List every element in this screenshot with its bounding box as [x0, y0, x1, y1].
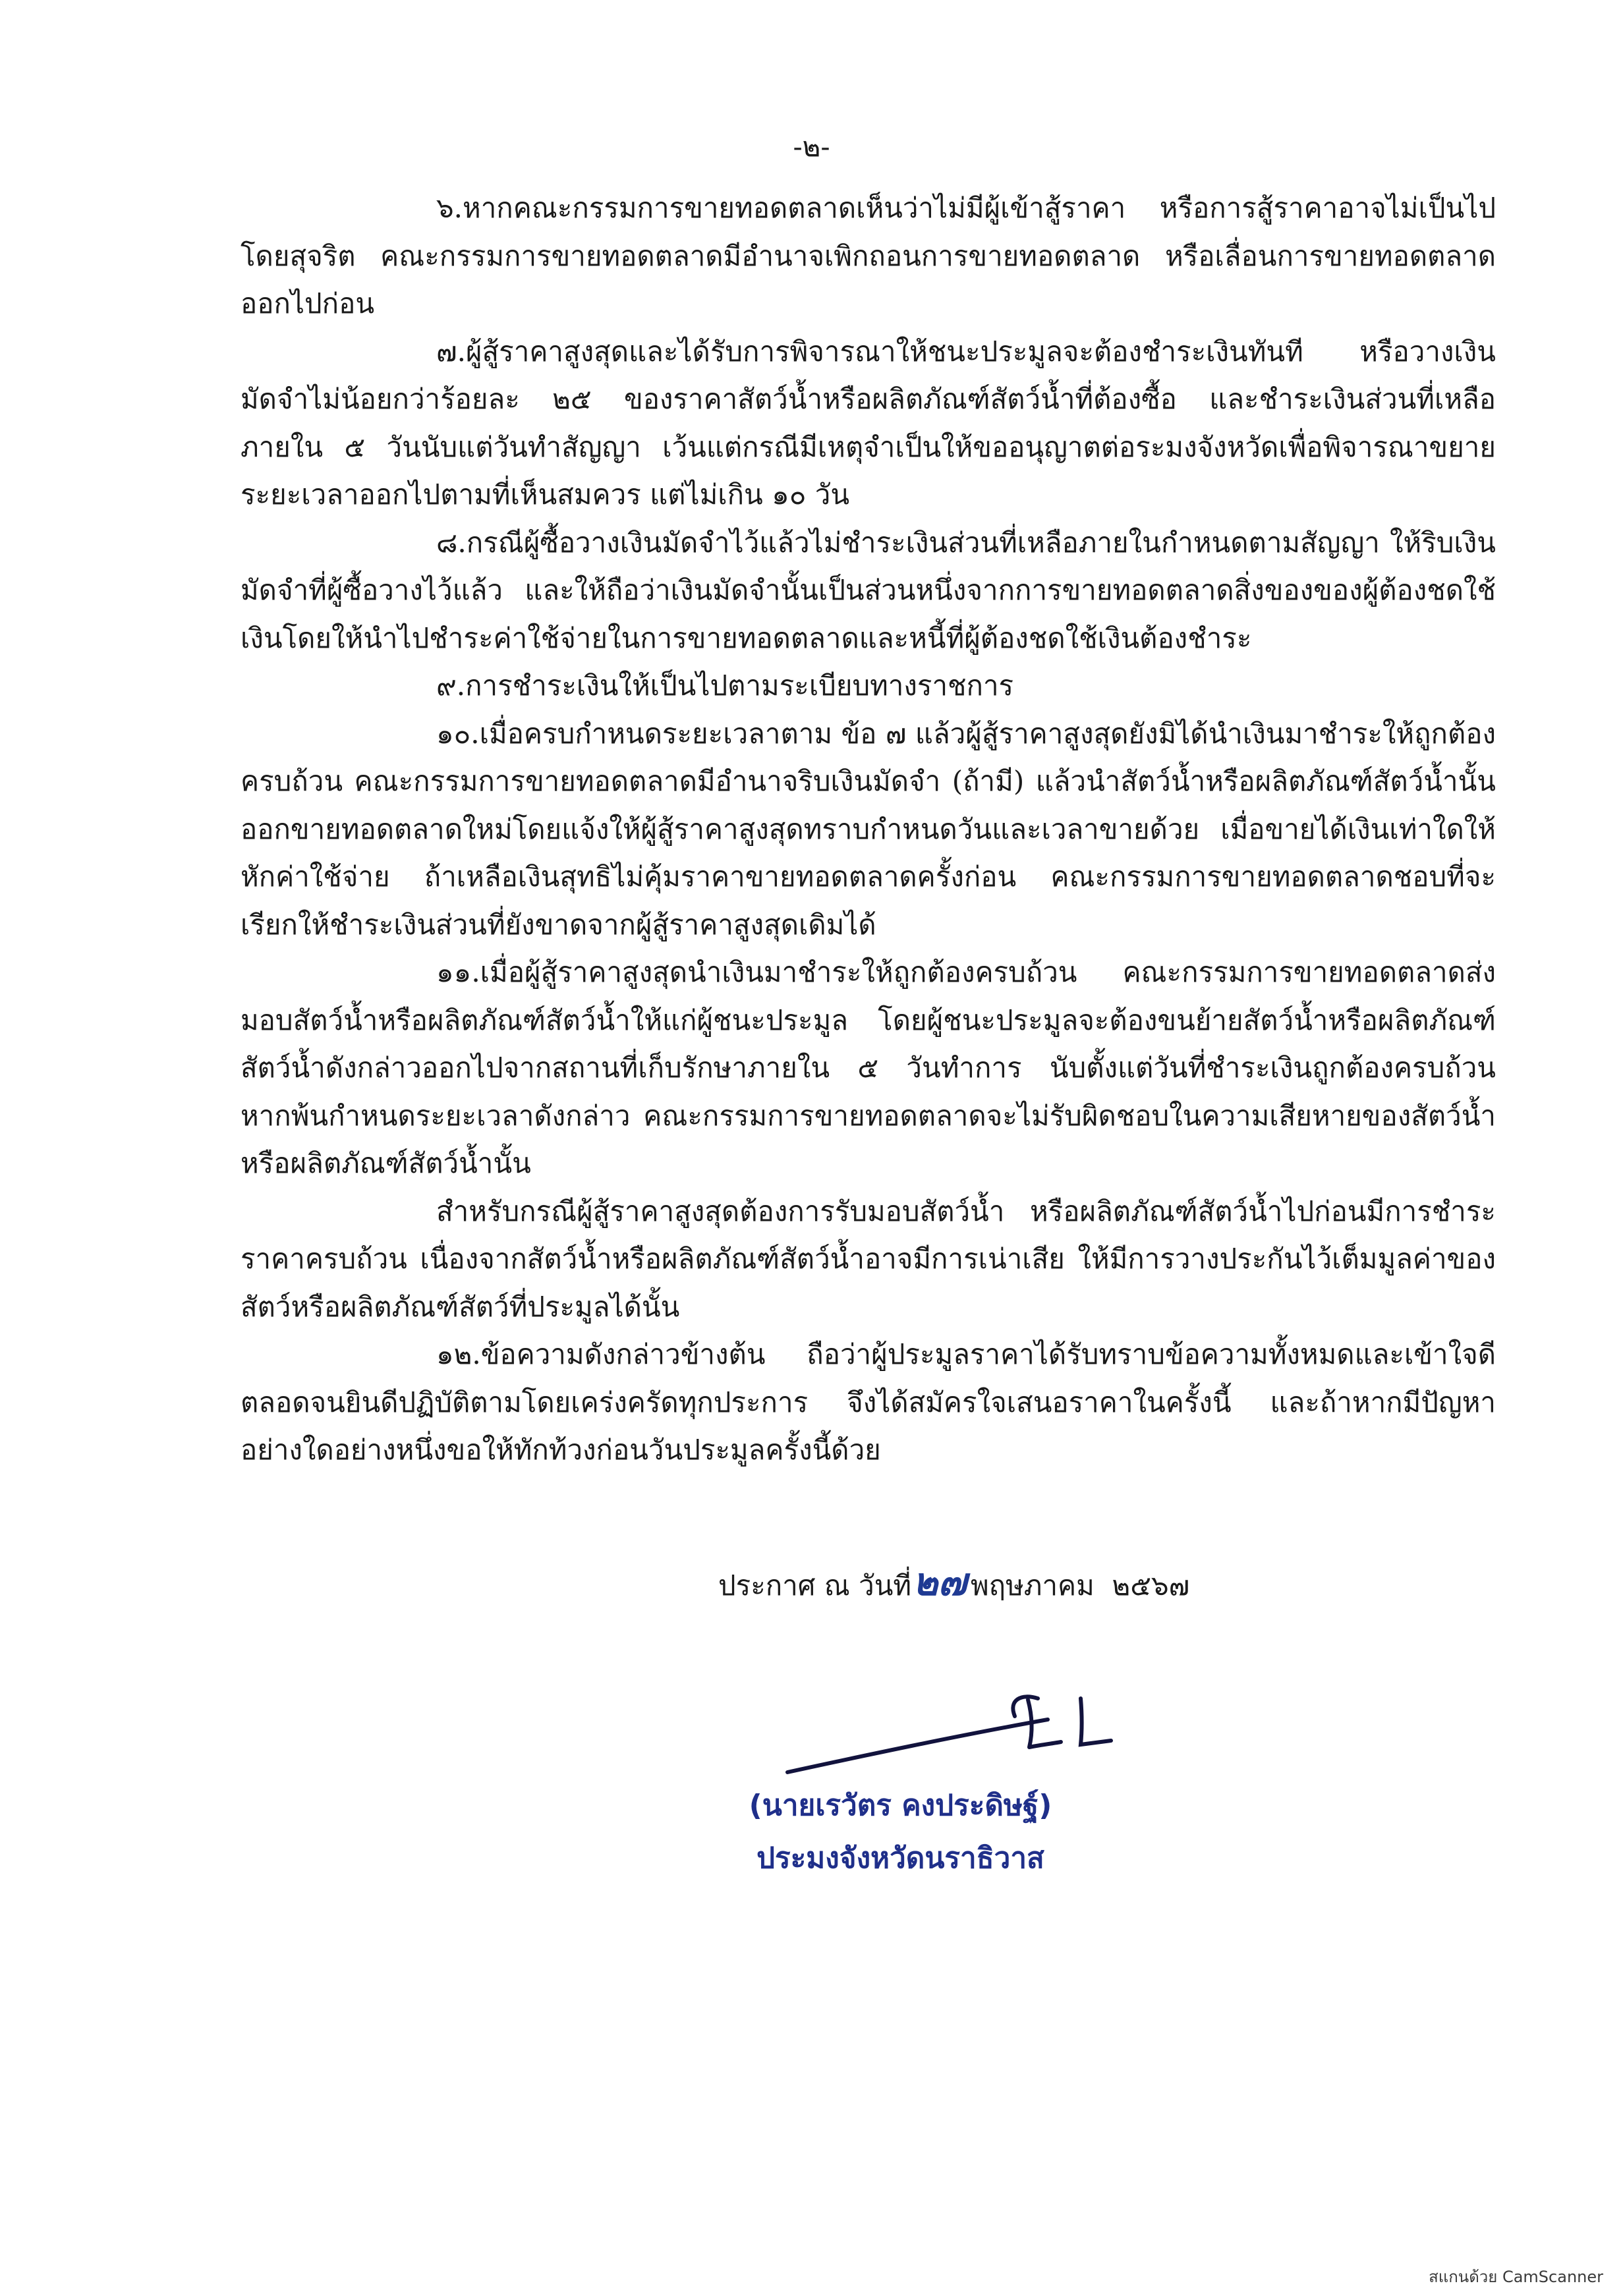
clause-7: ๗.ผู้สู้ราคาสูงสุดและได้รับการพิจารณาให้ชนะประมูลจะต้องชำระเงินทันที หรือวางเงินมัดจำไม่น้อยกว่าร้อยละ ๒๕ ของราคาสัตว์น้ำหรือผลิตภัณฑ์สัตว์น้ำที่ต้องซื้อ และชำระเงินส่วนที่เหลือภายใน ๕ วันนับแต่วันทำสัญญา เว้นแต่กรณีมีเหตุจำเป็นให้ขออนุญาตต่อระมงจังหวัดเพื่อพิจารณาขยายระยะเวลาออกไปตามที่เห็นสมควร แต่ไม่เกิน ๑๐ วัน — [241, 335, 1496, 511]
handwritten-signature — [784, 1673, 1127, 1789]
clause-12: ๑๒.ข้อความดังกล่าวข้างต้น ถือว่าผู้ประมูลราคาได้รับทราบข้อความทั้งหมดและเข้าใจดีตลอดจนยินดีปฏิบัติตามโดยเคร่งครัดทุกประการ จึงได้สมัครใจเสนอราคาในครั้งนี้ และถ้าหากมีปัญหาอย่างใดอย่างหนึ่งขอให้ทักท้วงก่อนวันประมูลครั้งนี้ด้วย — [241, 1338, 1496, 1466]
signer-name: (นายเรวัตร คงประดิษฐ์) — [749, 1789, 1052, 1822]
signer-title: ประมงจังหวัดนราธิวาส — [756, 1841, 1044, 1875]
clause-9: ๙.การชำระเงินให้เป็นไปตามระเบียบทางราชการ — [436, 669, 1014, 702]
announcement-date — [718, 1558, 1189, 1610]
clause-6: ๖.หากคณะกรรมการขายทอดตลาดเห็นว่าไม่มีผู้เข้าสู้ราคา หรือการสู้ราคาอาจไม่เป็นไปโดยสุจริต คณะกรรมการขายทอดตลาดมีอำนาจเพิกถอนการขายทอดตลาด หรือเลื่อนการขายทอดตลาดออกไปก่อน — [241, 192, 1496, 320]
clause-8: ๘.กรณีผู้ซื้อวางเงินมัดจำไว้แล้วไม่ชำระเงินส่วนที่เหลือภายในกำหนดตามสัญญา ให้ริบเงินมัดจำที่ผู้ซื้อวางไว้แล้ว และให้ถือว่าเงินมัดจำนั้นเป็นส่วนหนึ่งจากการขายทอดตลาดสิ่งของของผู้ต้องชดใช้เงินโดยให้นำไปชำระค่าใช้จ่ายในการขายทอดตลาดและหนี้ที่ผู้ต้องชดใช้เงินต้องชำระ — [241, 526, 1496, 654]
scanner-watermark: สแกนด้วย CamScanner — [1429, 2268, 1603, 2286]
announcement-day: ๒๗ — [913, 1559, 967, 1604]
announcement-year: ๒๕๖๗ — [1112, 1569, 1190, 1602]
page-number: -๒- — [793, 130, 830, 163]
announcement-prefix: ประกาศ ณ วันที่ — [718, 1569, 912, 1602]
clause-11-note: สำหรับกรณีผู้สู้ราคาสูงสุดต้องการรับมอบสัตว์น้ำ หรือผลิตภัณฑ์สัตว์น้ำไปก่อนมีการชำระราคาครบถ้วน เนื่องจากสัตว์น้ำหรือผลิตภัณฑ์สัตว์น้ำอาจมีการเน่าเสีย ให้มีการวางประกันไว้เต็มมูลค่าของสัตว์หรือผลิตภัณฑ์สัตว์ที่ประมูลได้นั้น — [241, 1194, 1496, 1323]
announcement-month: พฤษภาคม — [970, 1569, 1095, 1602]
document-body — [241, 184, 1496, 1474]
clause-10: ๑๐.เมื่อครบกำหนดระยะเวลาตาม ข้อ ๗ แล้วผู้สู้ราคาสูงสุดยังมิได้นำเงินมาชำระให้ถูกต้องครบถ้วน คณะกรรมการขายทอดตลาดมีอำนาจริบเงินมัดจำ (ถ้ามี) แล้วนำสัตว์น้ำหรือผลิตภัณฑ์สัตว์น้ำนั้นออกขายทอดตลาดใหม่โดยแจ้งให้ผู้สู้ราคาสูงสุดทราบกำหนดวันและเวลาขายด้วย เมื่อขายได้เงินเท่าใดให้หักค่าใช้จ่าย ถ้าเหลือเงินสุทธิไม่คุ้มราคาขายทอดตลาดครั้งก่อน คณะกรรมการขายทอดตลาดชอบที่จะเรียกให้ชำระเงินส่วนที่ยังขาดจากผู้สู้ราคาสูงสุดเดิมได้ — [241, 717, 1496, 941]
clause-11: ๑๑.เมื่อผู้สู้ราคาสูงสุดนำเงินมาชำระให้ถูกต้องครบถ้วน คณะกรรมการขายทอดตลาดส่งมอบสัตว์น้ำหรือผลิตภัณฑ์สัตว์น้ำให้แก่ผู้ชนะประมูล โดยผู้ชนะประมูลจะต้องขนย้ายสัตว์น้ำหรือผลิตภัณฑ์สัตว์น้ำดังกล่าวออกไปจากสถานที่เก็บรักษาภายใน ๕ วันทำการ นับตั้งแต่วันที่ชำระเงินถูกต้องครบถ้วน หากพ้นกำหนดระยะเวลาดังกล่าว คณะกรรมการขายทอดตลาดจะไม่รับผิดชอบในความเสียหายของสัตว์น้ำหรือผลิตภัณฑ์สัตว์น้ำนั้น — [241, 956, 1496, 1179]
